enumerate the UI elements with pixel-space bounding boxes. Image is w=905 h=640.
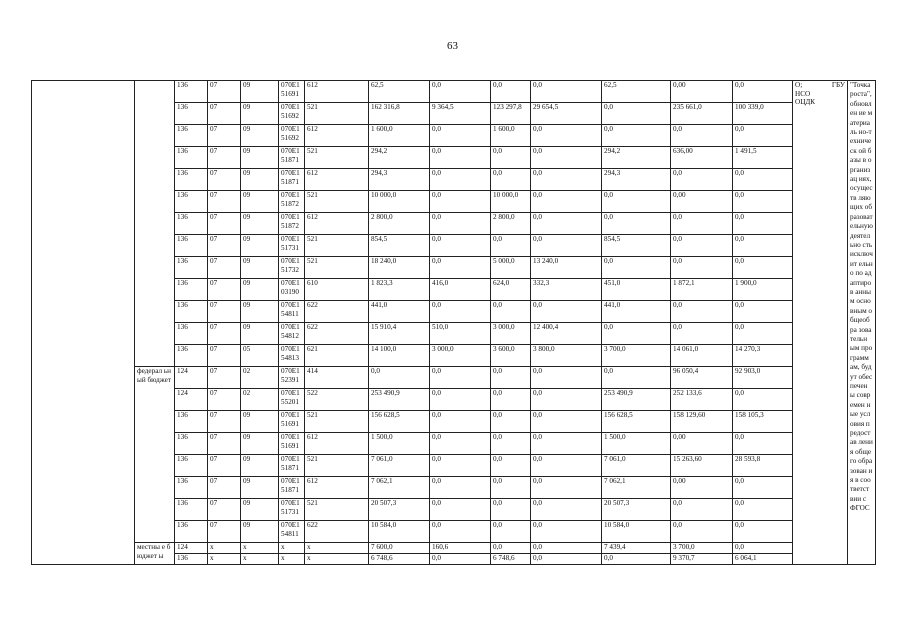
table-cell: 20 507,3	[602, 499, 671, 521]
table-cell: 0,0	[491, 147, 531, 169]
table-cell: 0,0	[733, 81, 793, 103]
table-cell: 5 000,0	[491, 257, 531, 279]
table-cell: 7 061,0	[369, 455, 430, 477]
table-cell: 612	[305, 433, 369, 455]
table-cell: 0,0	[491, 455, 531, 477]
table-cell: 0,0	[531, 389, 602, 411]
table-cell: 636,00	[671, 147, 733, 169]
table-cell: 136	[175, 235, 208, 257]
table-cell: 6 064,1	[733, 554, 793, 565]
table-cell: 09	[241, 477, 279, 499]
table-cell: 441,0	[369, 301, 430, 323]
table-cell: 1 823,3	[369, 279, 430, 301]
table-cell: 2 800,0	[369, 213, 430, 235]
table-cell: 3 600,0	[491, 345, 531, 367]
table-cell: 0,0	[733, 125, 793, 147]
table-cell: 6 748,6	[491, 554, 531, 565]
table-cell: 0,0	[671, 499, 733, 521]
table-cell: 123 297,8	[491, 103, 531, 125]
table-cell: 07	[208, 521, 241, 543]
table-cell: 612	[305, 81, 369, 103]
table-cell: 0,0	[430, 389, 491, 411]
table-cell: 0,0	[491, 411, 531, 433]
table-cell: 3 000,0	[491, 323, 531, 345]
table-cell: 136	[175, 433, 208, 455]
table-cell: 62,5	[602, 81, 671, 103]
table-cell: 1 872,1	[671, 279, 733, 301]
table-cell: 521	[305, 257, 369, 279]
table-cell: 0,0	[671, 125, 733, 147]
table-cell: 070E1 51691	[279, 433, 305, 455]
table-cell: 0,0	[430, 477, 491, 499]
table-cell: 0,00	[671, 81, 733, 103]
table-cell: 156 628,5	[369, 411, 430, 433]
table-cell: 070E1 51691	[279, 81, 305, 103]
table-cell: 62,5	[369, 81, 430, 103]
table-cell: 612	[305, 169, 369, 191]
table-cell: 0,00	[671, 191, 733, 213]
table-cell: 0,0	[531, 543, 602, 554]
table-cell: 0,0	[531, 191, 602, 213]
table-cell: 0,0	[602, 554, 671, 565]
table-cell: 158 105,3	[733, 411, 793, 433]
table-cell: 09	[241, 301, 279, 323]
table-cell: 96 050,4	[671, 367, 733, 389]
table-cell: 510,0	[430, 323, 491, 345]
table-cell: 0,0	[733, 323, 793, 345]
table-cell: 0,0	[531, 81, 602, 103]
table-cell: 28 593,8	[733, 455, 793, 477]
table-cell: х	[241, 554, 279, 565]
table-cell: 07	[208, 81, 241, 103]
table-cell: 610	[305, 279, 369, 301]
table-cell: 124	[175, 543, 208, 554]
table-cell: 0,0	[733, 191, 793, 213]
table-cell: 09	[241, 147, 279, 169]
table-cell: 136	[175, 103, 208, 125]
table-cell: 070E1 03190	[279, 279, 305, 301]
table-cell: 136	[175, 257, 208, 279]
executor-cell	[793, 81, 848, 565]
table-cell: 07	[208, 103, 241, 125]
table-cell: х	[305, 554, 369, 565]
table-cell: 612	[305, 477, 369, 499]
table-cell: 136	[175, 301, 208, 323]
table-cell: 0,0	[531, 521, 602, 543]
table-cell: 0,0	[491, 521, 531, 543]
table-cell: 070E1 54811	[279, 301, 305, 323]
table-cell: 07	[208, 411, 241, 433]
table-cell: 0,0	[531, 301, 602, 323]
table-cell: 0,0	[531, 367, 602, 389]
table-cell: 07	[208, 455, 241, 477]
table-cell: 0,0	[602, 191, 671, 213]
table-cell: 20 507,3	[369, 499, 430, 521]
table-cell: 136	[175, 411, 208, 433]
table-cell: 12 400,4	[531, 323, 602, 345]
table-cell: 621	[305, 345, 369, 367]
table-cell: 09	[241, 103, 279, 125]
table-cell: 09	[241, 235, 279, 257]
table-cell: 7 439,4	[602, 543, 671, 554]
table-cell: 0,0	[733, 433, 793, 455]
table-cell: 0,0	[671, 521, 733, 543]
table-cell: х	[241, 543, 279, 554]
table-cell: 0,0	[671, 257, 733, 279]
table-cell: 070E1 51872	[279, 191, 305, 213]
executor-text: ОЦДК	[795, 98, 816, 106]
table-cell: 0,0	[531, 477, 602, 499]
table-cell: 07	[208, 169, 241, 191]
table-cell: 0,0	[491, 433, 531, 455]
table-cell: 0,0	[531, 147, 602, 169]
table-cell: 0,0	[430, 554, 491, 565]
table-cell: 07	[208, 257, 241, 279]
table-cell: 0,0	[733, 389, 793, 411]
table-cell: х	[208, 554, 241, 565]
table-cell: 09	[241, 521, 279, 543]
table-cell: 136	[175, 554, 208, 565]
table-cell: 05	[241, 345, 279, 367]
table-cell: 3 800,0	[531, 345, 602, 367]
table-cell: 09	[241, 81, 279, 103]
table-cell: 156 628,5	[602, 411, 671, 433]
table-cell: 1 600,0	[369, 125, 430, 147]
table-cell: 0,0	[602, 323, 671, 345]
table-cell: 18 240,0	[369, 257, 430, 279]
table-cell: 0,0	[430, 433, 491, 455]
table-cell: 15 263,60	[671, 455, 733, 477]
table-cell: 070E1 51692	[279, 103, 305, 125]
table-cell: 136	[175, 81, 208, 103]
table-cell: 10 584,0	[602, 521, 671, 543]
table-cell: 136	[175, 521, 208, 543]
table-cell: 0,0	[602, 367, 671, 389]
table-cell: 0,0	[491, 477, 531, 499]
table-cell: 14 270,3	[733, 345, 793, 367]
table-cell: 0,0	[531, 169, 602, 191]
table-cell: 0,00	[671, 433, 733, 455]
table-cell: 294,2	[602, 147, 671, 169]
table-cell: 1 900,0	[733, 279, 793, 301]
table-cell: 624,0	[491, 279, 531, 301]
table-cell: 070E1 51872	[279, 213, 305, 235]
table-row	[32, 81, 876, 103]
table-cell: 136	[175, 169, 208, 191]
table-cell: 07	[208, 301, 241, 323]
table-cell: 070E1 54812	[279, 323, 305, 345]
table-cell: 0,0	[491, 169, 531, 191]
budget-table	[31, 80, 876, 565]
table-cell: 0,0	[671, 323, 733, 345]
table-cell: 070E1 51871	[279, 477, 305, 499]
table-cell: 6 748,6	[369, 554, 430, 565]
table-cell: 854,5	[369, 235, 430, 257]
table-cell: 136	[175, 345, 208, 367]
table-cell: 136	[175, 191, 208, 213]
table-cell: 0,0	[531, 235, 602, 257]
funding-source-cell	[135, 81, 175, 367]
table-cell: 15 910,4	[369, 323, 430, 345]
table-cell: 07	[208, 389, 241, 411]
table-cell: 414	[305, 367, 369, 389]
table-cell: 0,0	[430, 169, 491, 191]
table-cell: 7 600,0	[369, 543, 430, 554]
table-cell: 09	[241, 323, 279, 345]
table-cell: 0,0	[531, 499, 602, 521]
table-cell: 160,6	[430, 543, 491, 554]
table-cell: 136	[175, 323, 208, 345]
table-cell: 07	[208, 499, 241, 521]
table-cell: 2 800,0	[491, 213, 531, 235]
table-cell: 294,2	[369, 147, 430, 169]
table-cell: 0,0	[733, 169, 793, 191]
table-cell: 0,0	[491, 543, 531, 554]
table-cell: 13 240,0	[531, 257, 602, 279]
funding-source-cell: местны е бюджет ы	[135, 543, 175, 565]
table-cell: 0,0	[531, 433, 602, 455]
table-cell: х	[279, 554, 305, 565]
table-cell: 521	[305, 411, 369, 433]
table-cell: 07	[208, 235, 241, 257]
table-cell: 3 700,0	[671, 543, 733, 554]
table-row	[32, 543, 876, 554]
table-cell: 0,0	[430, 499, 491, 521]
table-cell: 136	[175, 499, 208, 521]
table-cell: 0,0	[369, 367, 430, 389]
table-cell: 0,0	[430, 411, 491, 433]
table-cell: 0,0	[430, 367, 491, 389]
table-cell: 0,0	[491, 235, 531, 257]
table-cell: 02	[241, 389, 279, 411]
table-cell: 09	[241, 455, 279, 477]
table-cell: 070E1 51731	[279, 499, 305, 521]
table-cell: 3 700,0	[602, 345, 671, 367]
table-cell: 09	[241, 169, 279, 191]
table-cell: 070E1 51871	[279, 455, 305, 477]
table-cell: 070E1 51871	[279, 169, 305, 191]
table-cell: 521	[305, 147, 369, 169]
table-cell: 0,0	[531, 411, 602, 433]
table-cell: 136	[175, 125, 208, 147]
table-cell: 521	[305, 191, 369, 213]
table-cell: 136	[175, 477, 208, 499]
table-cell: 521	[305, 455, 369, 477]
table-cell: 1 500,0	[369, 433, 430, 455]
table-cell: 9 370,7	[671, 554, 733, 565]
table-cell: 7 061,0	[602, 455, 671, 477]
table-cell: 09	[241, 257, 279, 279]
table-cell: 14 061,0	[671, 345, 733, 367]
table-cell: 0,0	[491, 499, 531, 521]
table-cell: 612	[305, 125, 369, 147]
table-cell: 070E1 54811	[279, 521, 305, 543]
table-cell: 07	[208, 147, 241, 169]
table-cell: 0,0	[671, 235, 733, 257]
table-cell: 07	[208, 477, 241, 499]
table-cell: 0,0	[671, 213, 733, 235]
table-cell: 0,0	[491, 81, 531, 103]
table-cell: 0,0	[602, 257, 671, 279]
table-cell: х	[208, 543, 241, 554]
table-cell: 622	[305, 521, 369, 543]
table-cell: 158 129,60	[671, 411, 733, 433]
table-cell: 521	[305, 103, 369, 125]
table-cell: 0,0	[733, 213, 793, 235]
table-cell: 10 584,0	[369, 521, 430, 543]
table-cell: 07	[208, 345, 241, 367]
table-cell: 136	[175, 213, 208, 235]
table-cell: 1 491,5	[733, 147, 793, 169]
table-cell: 451,0	[602, 279, 671, 301]
table-cell: 0,0	[733, 257, 793, 279]
table-cell: 1 600,0	[491, 125, 531, 147]
table-cell: 0,0	[430, 147, 491, 169]
table-cell: 253 490,9	[369, 389, 430, 411]
table-cell: 0,0	[430, 301, 491, 323]
table-cell: 294,3	[602, 169, 671, 191]
table-cell: 02	[241, 367, 279, 389]
table-cell: 0,0	[430, 191, 491, 213]
table-cell: 124	[175, 367, 208, 389]
table-cell: 07	[208, 367, 241, 389]
table-cell: 521	[305, 499, 369, 521]
table-cell: 070E1 51871	[279, 147, 305, 169]
executor-text: ГБУ	[831, 81, 845, 89]
table-cell: 070E1 51732	[279, 257, 305, 279]
table-cell: 0,0	[733, 235, 793, 257]
table-cell: 10 000,0	[369, 191, 430, 213]
table-cell: 09	[241, 191, 279, 213]
table-cell: 07	[208, 433, 241, 455]
table-cell: 0,0	[733, 521, 793, 543]
table-cell: 253 490,9	[602, 389, 671, 411]
funding-source-cell: федерал ьный бюджет	[135, 367, 175, 543]
table-cell: 0,0	[491, 301, 531, 323]
table-cell: 0,0	[531, 554, 602, 565]
page-number: 63	[447, 40, 458, 52]
table-cell: 07	[208, 213, 241, 235]
table-cell: 0,0	[531, 455, 602, 477]
table-cell: 416,0	[430, 279, 491, 301]
table-cell: 0,0	[430, 235, 491, 257]
table-cell: 124	[175, 389, 208, 411]
table-cell: 136	[175, 279, 208, 301]
table-cell: 252 133,6	[671, 389, 733, 411]
table-cell: 070E1 54813	[279, 345, 305, 367]
table-cell: 0,0	[602, 103, 671, 125]
table-cell: 09	[241, 279, 279, 301]
table-cell: 92 903,0	[733, 367, 793, 389]
table-cell: 136	[175, 455, 208, 477]
table-cell: 0,00	[671, 477, 733, 499]
executor-text: НСО	[795, 89, 811, 98]
table-cell: 294,3	[369, 169, 430, 191]
table-cell: 070E1 51691	[279, 411, 305, 433]
executor-text: О;	[795, 81, 803, 89]
table-cell: 0,0	[430, 257, 491, 279]
table-cell: 0,0	[602, 125, 671, 147]
table-cell: 0,0	[602, 213, 671, 235]
table-cell: 0,0	[733, 543, 793, 554]
expected-result-note: "Точка роста", обновлен ие материаль но-техническ ой базы в организац иях, осуществ ляющих образоват ельную деятельно сть исключит ельно по адаптиров анным основным общеобра зовательн ым программ ам, будут обеспечен ы современ ные условия предостав ления общего образован ия в соответст вии с ФГОС	[848, 81, 876, 565]
table-row	[32, 367, 876, 389]
table-cell: 070E1 52391	[279, 367, 305, 389]
table-cell: 09	[241, 499, 279, 521]
table-cell: 09	[241, 213, 279, 235]
table-cell: 622	[305, 301, 369, 323]
table-cell: 7 062,1	[602, 477, 671, 499]
table-cell: 0,0	[430, 521, 491, 543]
table-cell: 0,0	[733, 477, 793, 499]
table-cell: 070E1 51731	[279, 235, 305, 257]
table-cell: 522	[305, 389, 369, 411]
table-cell: 0,0	[491, 389, 531, 411]
table-cell: 10 000,0	[491, 191, 531, 213]
table-cell: 07	[208, 191, 241, 213]
table-cell: 29 654,5	[531, 103, 602, 125]
table-cell: 332,3	[531, 279, 602, 301]
table-cell: 07	[208, 125, 241, 147]
table-cell: 09	[241, 411, 279, 433]
table-cell: 09	[241, 125, 279, 147]
table-cell: х	[279, 543, 305, 554]
table-cell: 0,0	[671, 301, 733, 323]
table-cell: 0,0	[430, 213, 491, 235]
table-cell: 521	[305, 235, 369, 257]
table-cell: 3 000,0	[430, 345, 491, 367]
table-cell: 0,0	[733, 301, 793, 323]
table-cell: 07	[208, 323, 241, 345]
table-cell: 0,0	[733, 499, 793, 521]
table-cell: 162 316,8	[369, 103, 430, 125]
table-cell: 622	[305, 323, 369, 345]
table-cell: 0,0	[430, 125, 491, 147]
table-cell: 441,0	[602, 301, 671, 323]
table-cell: 0,0	[491, 367, 531, 389]
table-cell: 0,0	[531, 125, 602, 147]
table-cell: х	[305, 543, 369, 554]
table-cell: 0,0	[671, 169, 733, 191]
table-cell: 070E1 51692	[279, 125, 305, 147]
table-cell: 0,0	[430, 455, 491, 477]
table-cell: 612	[305, 213, 369, 235]
table-cell: 070E1 55201	[279, 389, 305, 411]
table-cell: 9 364,5	[430, 103, 491, 125]
table-cell: 0,0	[531, 213, 602, 235]
table-cell: 854,5	[602, 235, 671, 257]
table-cell: 235 661,0	[671, 103, 733, 125]
table-cell: 0,0	[430, 81, 491, 103]
table-cell: 14 100,0	[369, 345, 430, 367]
blank-column-cell	[32, 81, 135, 565]
table-cell: 7 062,1	[369, 477, 430, 499]
table-cell: 07	[208, 279, 241, 301]
table-cell: 100 339,0	[733, 103, 793, 125]
table-cell: 09	[241, 433, 279, 455]
table-cell: 136	[175, 147, 208, 169]
table-cell: 1 500,0	[602, 433, 671, 455]
